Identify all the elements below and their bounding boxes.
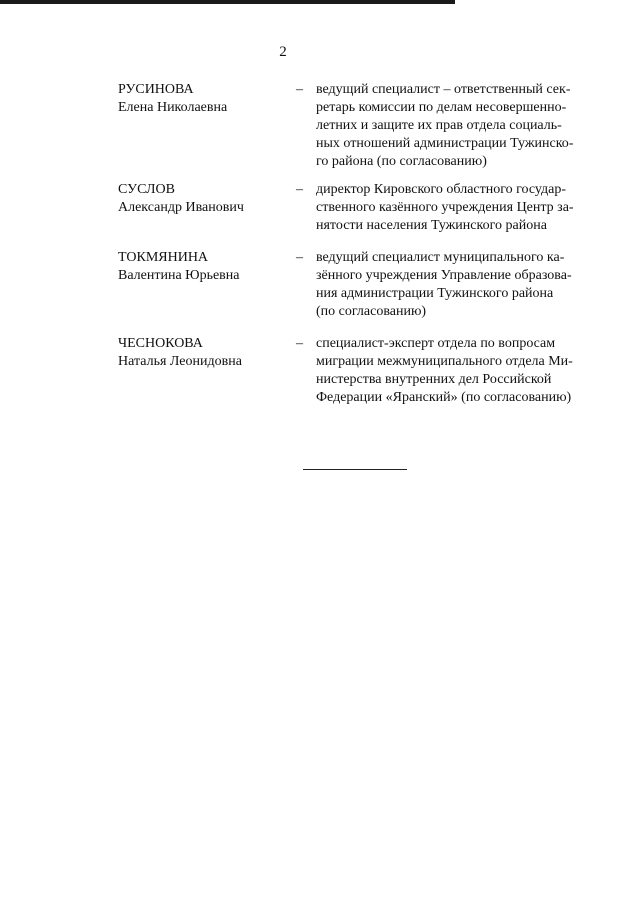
member-position <box>316 81 595 171</box>
dash-separator: – <box>296 82 303 97</box>
end-of-list-rule <box>303 469 407 470</box>
member-name <box>118 181 293 217</box>
dash-separator: – <box>296 182 303 197</box>
member-position <box>316 249 595 321</box>
member-name <box>118 335 293 371</box>
position-line: нятости населения Тужинского района <box>316 218 547 233</box>
position-line: ния администрации Тужинского района <box>316 286 554 301</box>
position-line: ственного казённого учреждения Центр за- <box>316 200 574 215</box>
position-line: зённого учреждения Управление образова- <box>316 268 572 283</box>
member-name <box>118 249 293 285</box>
member-surname: РУСИНОВА <box>118 82 194 97</box>
position-line: миграции межмуниципального отдела Ми- <box>316 354 573 369</box>
position-line: летних и защите их прав отдела социаль- <box>316 118 562 133</box>
position-line: го района (по согласованию) <box>316 154 487 169</box>
member-position <box>316 335 595 407</box>
position-line: ных отношений администрации Тужинско- <box>316 136 574 151</box>
member-surname: СУСЛОВ <box>118 182 175 197</box>
page-number: 2 <box>279 44 287 60</box>
position-line: (по согласованию) <box>316 304 427 319</box>
dash-separator: – <box>296 336 303 351</box>
member-surname: ТОКМЯНИНА <box>118 250 209 265</box>
position-line: ретарь комиссии по делам несовершенно- <box>316 100 567 115</box>
position-line: ведущий специалист муниципального ка- <box>316 250 565 265</box>
member-given-names: Елена Николаевна <box>118 100 228 115</box>
member-position <box>316 181 595 235</box>
position-line: нистерства внутренних дел Российской <box>316 372 552 387</box>
member-name <box>118 81 293 117</box>
position-line: специалист-эксперт отдела по вопросам <box>316 336 556 351</box>
member-given-names: Александр Иванович <box>118 200 244 215</box>
dash-separator: – <box>296 250 303 265</box>
position-line: директор Кировского областного государ- <box>316 182 567 197</box>
member-given-names: Валентина Юрьевна <box>118 268 240 283</box>
position-line: ведущий специалист – ответственный сек- <box>316 82 571 97</box>
member-given-names: Наталья Леонидовна <box>118 354 242 369</box>
member-surname: ЧЕСНОКОВА <box>118 336 203 351</box>
position-line: Федерации «Яранский» (по согласованию) <box>316 390 572 405</box>
